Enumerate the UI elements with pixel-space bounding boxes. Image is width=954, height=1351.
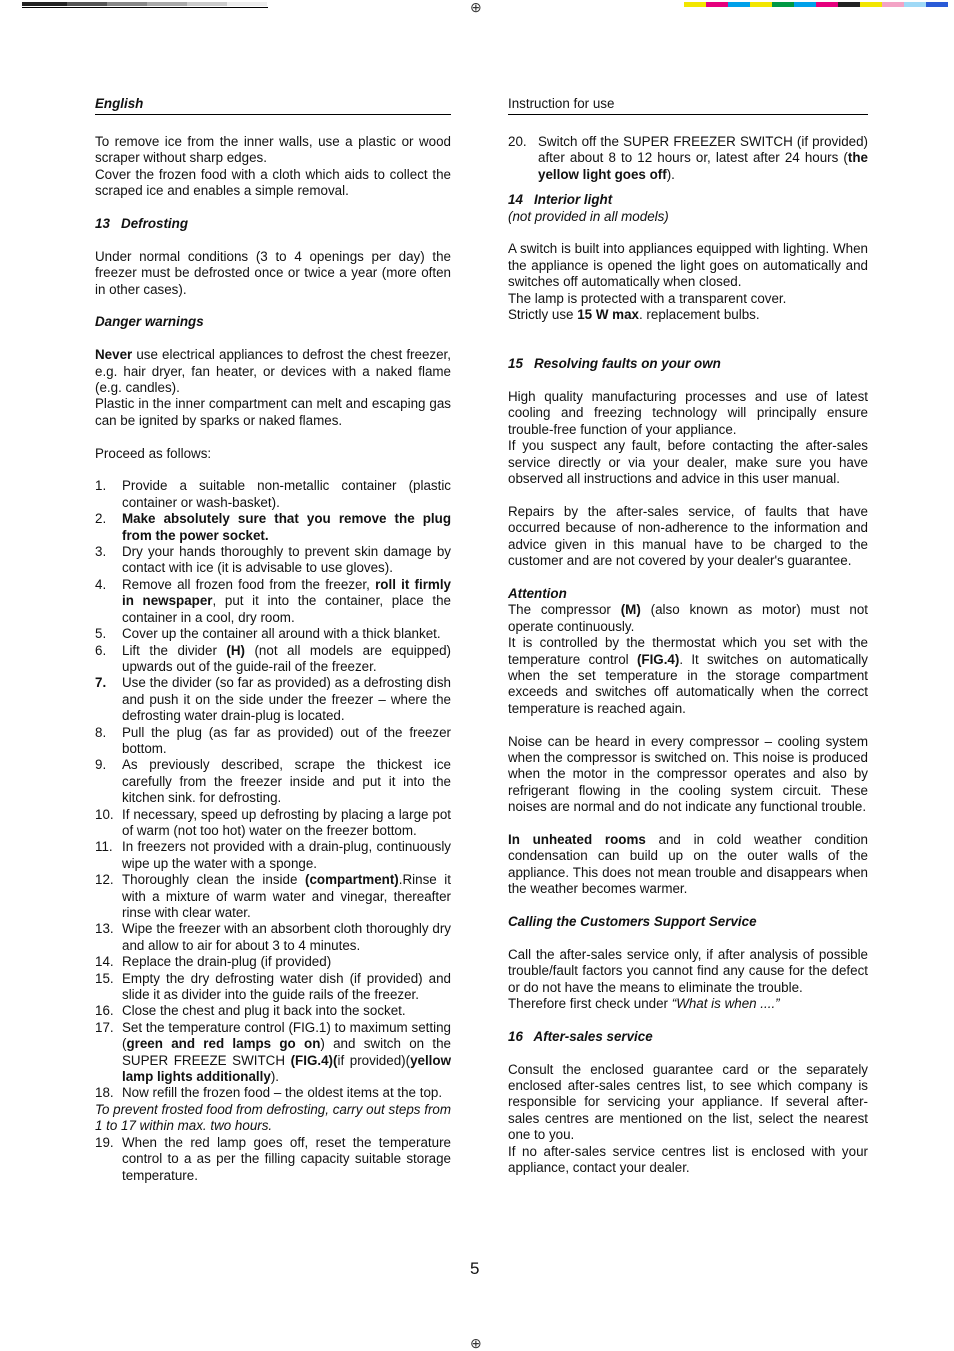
interior-light-paragraph: A switch is built into appliances equipped with lighting. When the appliance is opened the light goes on automatically and switches off automatically when closed. The lamp is protected with a transparent cover. Strictly use 15 W max. replacement bulbs. (508, 241, 868, 323)
timing-note: To prevent frosted food from defrosting, carry out steps from 1 to 17 within max. two hours. (95, 1101, 452, 1134)
list-item: 2. Make absolutely sure that you remove the plug from the power socket. (95, 511, 451, 543)
color-swatch (838, 2, 860, 7)
list-item: 18. Now refill the frozen food – the oldest items at the top. (95, 1085, 443, 1101)
list-item: 5. Cover up the container all around with a thick blanket. (95, 626, 441, 642)
step-20-list (508, 134, 868, 183)
color-swatch (794, 2, 816, 7)
page-number: 5 (470, 1259, 480, 1278)
attention-paragraph: The compressor (M) (also known as motor) must not operate continuously. It is controlled by the thermostat which you set with the temperature control (FIG.4). It switches on automatically when the set temperature in the storage compartment exceeds and switches off automatically when the correct temperature is reached again. (508, 602, 868, 716)
defrosting-paragraph: Under normal conditions (3 to 4 openings per day) the freezer must be defrosted once or twice a year (more often in other cases). (95, 248, 451, 297)
color-swatch (926, 2, 948, 7)
intro-paragraph: To remove ice from the inner walls, use a plastic or wood scraper without sharp edges. Cover the frozen food with a cloth which aids to collect the scraped ice and enables a simple removal. (95, 134, 451, 199)
color-calibration-bar (684, 2, 948, 7)
list-item: 20. Switch off the SUPER FREEZER SWITCH (if provided) after about 8 to 12 hours or, latest after 24 hours (the yellow light goes off). (508, 134, 868, 182)
list-item: 3. Dry your hands thoroughly to prevent skin damage by contact with ice (it is advisable to use gloves). (95, 544, 451, 576)
registration-mark-bottom-icon: ⊕ (470, 1335, 482, 1351)
list-item: 10. If necessary, speed up defrosting by placing a large pot of warm (not too hot) water on the freezer bottom. (95, 806, 451, 838)
list-item: 1. Provide a suitable non-metallic container (plastic container or wash-basket). (95, 478, 451, 510)
list-item: 12. Thoroughly clean the inside (compartment).Rinse it with a mixture of warm water and vinegar, thereafter rinse with clear water. (95, 872, 451, 920)
left-column (95, 96, 451, 1184)
print-crop-bar (22, 2, 268, 8)
section-15-heading: 15 Resolving faults on your own (508, 356, 721, 372)
section-13-heading: 13 Defrosting (95, 216, 189, 232)
list-item: 14. Replace the drain-plug (if provided) (95, 954, 332, 970)
section-14-subtitle: (not provided in all models) (508, 208, 669, 224)
list-item: 6. Lift the divider (H) (not all models are equipped) upwards out of the guide-rail of the freezer. (95, 642, 451, 674)
list-item: 13. Wipe the freezer with an absorbent cloth thoroughly dry and allow to air for about 3 to 4 minutes. (95, 921, 451, 953)
step-19-list (95, 1135, 451, 1184)
section-16-heading: 16 After-sales service (508, 1028, 653, 1044)
defrost-steps-list (95, 478, 451, 1101)
after-sales-paragraph: Consult the enclosed guarantee card or the separately enclosed after-sales centres list, to see which company is responsible for servicing your appliance. If several after-sales centres are mentioned on the list, select the nearest one to you. If no after-sales service centres list is enclosed with your appliance, contact your dealer. (508, 1061, 868, 1175)
header-title: Instruction for use (508, 96, 868, 115)
list-item: 11. In freezers not provided with a drain-plug, continuously wipe up the water with a sponge. (95, 839, 451, 871)
list-item: 9. As previously described, scrape the thickest ice carefully from the freezer inside and put it into the kitchen sink. for defrosting. (95, 757, 451, 806)
color-swatch (772, 2, 794, 7)
color-swatch (728, 2, 750, 7)
list-item: 7. Use the divider (so far as provided) as a defrosting dish and push it on the side under the freezer – where the defrosting water drain-plug is located. (95, 675, 451, 724)
list-item: 17. Set the temperature control (FIG.1) to maximum setting (green and red lamps go on) and switch on the SUPER FREEZE SWITCH (FIG.4)(if provided)(yellow lamp lights additionally). (95, 1019, 451, 1085)
calling-support-heading: Calling the Customers Support Service (508, 913, 757, 929)
noise-paragraph: Noise can be heard in every compressor – cooling system when the compressor is switched on. This noise is produced when the motor in the compressor operates and also by refrigerant flowing in the cooling system circuit. These noises are normal and do not indicate any functional trouble. (508, 733, 868, 815)
faults-paragraph-1: High quality manufacturing processes and use of latest cooling and freezing technology will principally ensure trouble-free function of your appliance. If you suspect any fault, before contacting the after-sales service directly or via your dealer, make sure you have observed all instructions and advice in this user manual. (508, 389, 868, 487)
list-item: 8. Pull the plug (as far as provided) out of the freezer bottom. (95, 724, 451, 756)
right-column (508, 96, 868, 1176)
color-swatch (684, 2, 706, 7)
list-item: 4. Remove all frozen food from the freezer, roll it firmly in newspaper, put it into the container, place the container in a cool, dry room. (95, 576, 451, 625)
color-swatch (904, 2, 926, 7)
color-swatch (860, 2, 882, 7)
color-swatch (750, 2, 772, 7)
calling-paragraph: Call the after-sales service only, if after analysis of possible trouble/fault factors you cannot find any cause for the defect or do not have the means to eliminate the trouble. Therefore first check under “What is when ....” (508, 946, 868, 1011)
section-14-heading: 14 Interior light (508, 192, 613, 208)
faults-paragraph-2: Repairs by the after-sales service, of faults that have occurred because of non-adherence to the information and advice given in this manual have to be charged to the customer and are not covered by your dealer's guarantee. (508, 503, 868, 569)
registration-mark-icon: ⊕ (470, 0, 482, 15)
list-item: 16. Close the chest and plug it back into the socket. (95, 1003, 406, 1019)
list-item: 19. When the red lamp goes off, reset the temperature control to a as per the filling capacity suitable storage temperature. (95, 1134, 451, 1183)
danger-paragraph: Never use electrical appliances to defrost the chest freezer, e.g. hair dryer, fan heater, or devices with a naked flame (e.g. candles). Plastic in the inner compartment can melt and escaping gas can be ignited by sparks or naked flames. (95, 347, 451, 428)
color-swatch (706, 2, 728, 7)
danger-warnings-heading: Danger warnings (95, 314, 204, 330)
color-swatch (882, 2, 904, 7)
list-item: 15. Empty the dry defrosting water dish (if provided) and slide it as divider into the guide rails of the freezer. (95, 970, 451, 1003)
unheated-paragraph: In unheated rooms and in cold weather condition condensation can build up on the outer walls of the appliance. This does not mean trouble and disappears when the weather becomes warmer. (508, 831, 868, 897)
color-swatch (816, 2, 838, 7)
proceed-label: Proceed as follows: (95, 445, 212, 461)
header-language: English (95, 96, 451, 115)
attention-heading: Attention (508, 585, 567, 601)
